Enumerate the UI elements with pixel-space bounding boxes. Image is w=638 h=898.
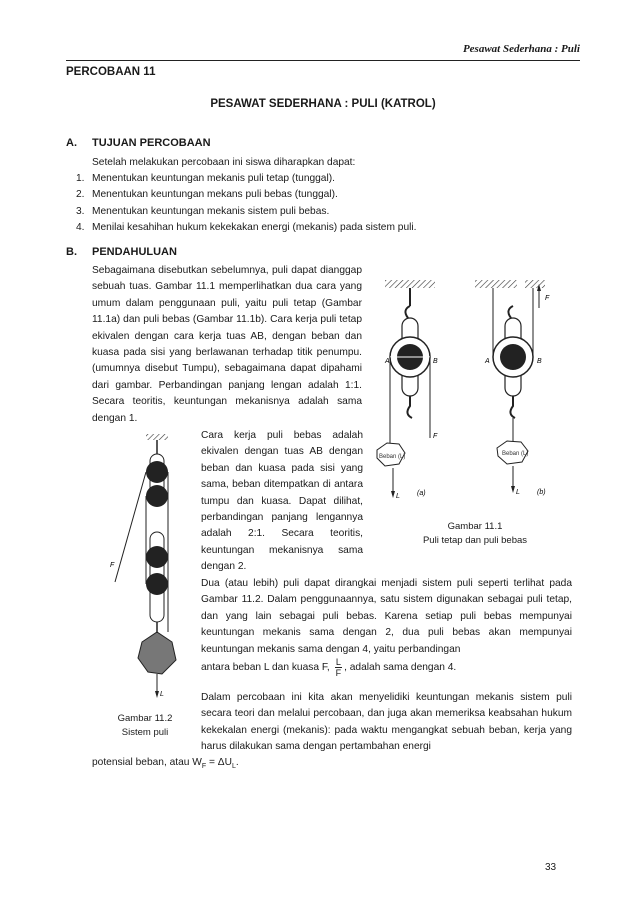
section-b-heading xyxy=(66,246,466,260)
hook-top-b xyxy=(508,306,513,318)
pt-a-label-a: A xyxy=(385,358,390,365)
load-arrowhead-b xyxy=(511,486,515,493)
force-label-b: F xyxy=(545,295,550,302)
load-arrowhead-a xyxy=(391,491,395,498)
paragraph-2: Cara kerja puli bebas adalah ekivalen dengan tuas AB dengan beban dan kuasa pada sisi yang sama, beban ditempatkan di antara tumpu dan kuasa. Dapat dilihat, perbandingan panjang lengannya adalah 2:1. Secara teoritis, keuntungan mekanisnya sama dengan 2. xyxy=(201,430,363,573)
load-label-a: L xyxy=(396,493,400,500)
hook-bottom-b xyxy=(510,396,515,418)
load-weight xyxy=(138,632,176,674)
beban-label-b: Beban (L) xyxy=(502,451,529,457)
pulley-hub-b xyxy=(500,344,526,370)
load-label: L xyxy=(160,691,164,698)
section-a-heading xyxy=(66,137,466,151)
hook-bottom-a xyxy=(407,396,412,418)
ceiling-system xyxy=(146,434,168,440)
upper-pulley-2 xyxy=(146,485,168,507)
paragraph-1: Sebagaimana disebutkan sebelumnya, puli dapat dianggap sebuah tuas. Gambar 11.1 memperlihatkan dua cara yang umum dalam penggunaan puli, yaitu puli tetap (Gambar 11.1a) dan puli bebas (Gambar 11.1b). Cara kerja puli tetap ekivalen dengan cara kerja tuas AB, dengan beban dan kuasa pada sisi yang berlawanan terhadap titik penumpu.(umumnya disebut Tumpu), sebagaimana dapat dipahami dari gambar. Perbandingan panjang lengan adalah 1:1. Secara teoritis, keuntungan mekanisnya adalah sama dengan 1. xyxy=(92,265,362,424)
list-item: 3. Menentukan keuntungan mekanis sistem puli bebas. xyxy=(76,205,330,217)
lower-pulley-1 xyxy=(146,546,168,568)
paragraph-4: Dalam percobaan ini kita akan menyelidiki keuntungan mekanis sistem puli secara teori dan melalui percobaan, dan juga akan memeriksa keabsahan hukum kekekalan energi (mekanis): pada waktu mengangkat sebuah beban, kerja yang harus dilakukan sama dengan pertambahan energi xyxy=(201,692,572,753)
force-label-a: F xyxy=(433,433,438,440)
caption-b: (b) xyxy=(537,489,546,496)
ceiling-b1 xyxy=(475,280,517,288)
experiment-label: PERCOBAAN 11 xyxy=(66,66,156,78)
lower-pulley-2 xyxy=(146,573,168,595)
load-arrowhead xyxy=(155,691,159,698)
page-number: 33 xyxy=(545,862,557,873)
upper-pulley-1 xyxy=(146,461,168,483)
figure-11-1-caption: Gambar 11.1 Puli tetap dan puli bebas xyxy=(422,521,528,546)
pulley-stack xyxy=(146,454,168,622)
section-a-intro: Setelah melakukan percobaan ini siswa diharapkan dapat: xyxy=(92,157,356,168)
section-a-letter: A. xyxy=(66,137,77,149)
pt-b-label-b: B xyxy=(537,358,542,365)
list-item: 4. Menilai kesahihan hukum kekekakan energi (mekanis) pada sistem puli. xyxy=(76,222,417,234)
fixed-pulley xyxy=(377,280,438,500)
figure-11-1 xyxy=(365,278,575,523)
pt-b-label-a: B xyxy=(433,358,438,365)
section-b-letter: B. xyxy=(66,246,77,258)
header-rule xyxy=(66,60,580,61)
section-b-title: PENDAHULUAN xyxy=(92,246,177,258)
ratio-line: antara beban L dan kuasa F, $\frac{L}{F}$ , adalah sama dengan 4. xyxy=(201,657,457,678)
objectives-list xyxy=(66,171,566,237)
hook-top-a xyxy=(405,288,410,318)
paragraph-4-last: potensial beban, atau $W_F = \Delta U_L$. xyxy=(92,757,239,771)
section-a-title: TUJUAN PERCOBAAN xyxy=(92,137,211,149)
page-title: PESAWAT SEDERHANA : PULI (KATROL) xyxy=(210,98,436,110)
pt-a-label-b: A xyxy=(485,358,490,365)
fraction: $\frac{L}{F}$ xyxy=(335,657,342,678)
figure-11-2 xyxy=(110,432,200,702)
running-title: Pesawat Sederhana : Puli xyxy=(462,43,580,55)
caption-a: (a) xyxy=(417,490,426,497)
ceiling-b2 xyxy=(525,280,545,288)
figure-11-2-caption: Gambar 11.2 Sistem puli xyxy=(117,713,173,738)
paragraph-3: Dua (atau lebih) puli dapat dirangkai menjadi sistem puli seperti terlihat pada Gambar 11.2. Dalam penggunaannya, satu sistem digunakan sebagai puli tetap, dan yang lain sebagai puli bebas. Karena setiap puli bebas mempunyai keuntungan mekanis sama dengan 2, dua puli bebas akan mempunyai keuntungan mekanis sama dengan 4, yaitu perbandingan xyxy=(201,578,572,655)
pull-rope xyxy=(115,472,146,582)
movable-pulley xyxy=(475,280,550,496)
list-item: 1. Menentukan keuntungan mekanis puli tetap (tunggal). xyxy=(76,173,335,184)
load-label-b: L xyxy=(516,489,520,496)
beban-label-a: Beban (L) xyxy=(379,454,406,460)
list-item: 2. Menentukan keuntungan mekans puli bebas (tunggal). xyxy=(76,189,338,201)
ceiling-a xyxy=(385,280,435,288)
force-label: F xyxy=(110,562,115,569)
